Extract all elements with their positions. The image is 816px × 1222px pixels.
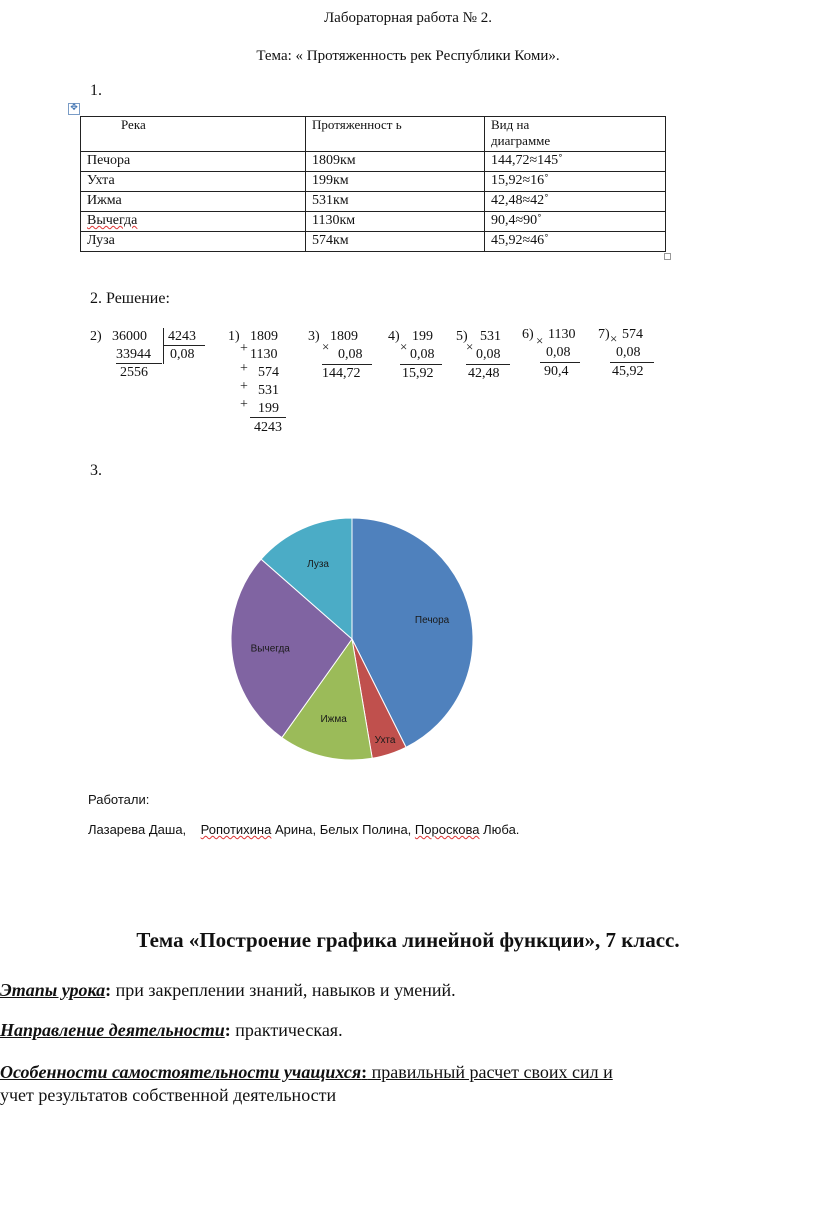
lesson-features-cont: учет результатов собственной деятельности (0, 1085, 337, 1105)
workers-heading: Работали: (88, 792, 150, 807)
calc-mult-5: 5) 531 × 0,08 42,48 (456, 328, 516, 384)
section-1-number: 1. (90, 82, 102, 99)
calc-mult-7: 7) 574 × 0,08 45,92 (598, 326, 662, 382)
river-degrees: 42,48≈42˚ (485, 192, 666, 212)
river-degrees: 45,92≈46˚ (485, 232, 666, 252)
section-3-number: 3. (90, 462, 102, 479)
calc-mult-4: 4) 199 × 0,08 15,92 (388, 328, 448, 384)
river-name: Вычегда (81, 212, 306, 232)
workers-names: Лазарева Даша, Ропотихина Арина, Белых Полина, Пороскова Люба. (88, 822, 520, 837)
pie-label-1: Ухта (374, 735, 396, 747)
river-degrees: 15,92≈16˚ (485, 172, 666, 192)
table-row (81, 172, 666, 192)
table-row (81, 192, 666, 212)
lesson-title: Тема «Построение графика линейной функции», 7 класс. (136, 928, 680, 952)
table-header-row (81, 117, 666, 152)
table-resize-handle[interactable] (664, 253, 671, 260)
calc-mult-3: 3) 1809 × 0,08 144,72 (308, 328, 378, 384)
calc-division: 2) 36000 33944 2556 4243 0,08 (90, 328, 210, 388)
river-name: Ухта (81, 172, 306, 192)
river-length: 199км (306, 172, 485, 192)
rivers-pie-chart (220, 505, 490, 775)
river-degrees: 90,4≈90˚ (485, 212, 666, 232)
pie-label-0: Печора (414, 615, 450, 627)
rivers-table (80, 116, 666, 252)
table-row (81, 152, 666, 172)
river-name: Ижма (81, 192, 306, 212)
river-degrees: 144,72≈145˚ (485, 152, 666, 172)
lab-topic: Тема: « Протяженность рек Республики Коми». (256, 48, 560, 64)
header-river: Река (81, 117, 306, 152)
river-name: Луза (81, 232, 306, 252)
lesson-stage: Этапы урока: при закреплении знаний, навыков и умений. (0, 980, 456, 1000)
river-length: 1809км (306, 152, 485, 172)
lab-title: Лабораторная работа № 2. (324, 10, 492, 26)
calc-addition: 1) 1809 + 1130 + 574 + 531 + 199 4243 (228, 328, 298, 438)
river-length: 531км (306, 192, 485, 212)
lesson-features: Особенности самостоятельности учащихся: правильный расчет своих сил и (0, 1062, 613, 1082)
pie-label-3: Вычегда (250, 643, 290, 655)
lesson-direction: Направление деятельности: практическая. (0, 1020, 343, 1040)
header-diagram: Вид на диаграмме (485, 117, 666, 152)
table-move-icon[interactable]: ✥ (68, 103, 80, 115)
pie-label-2: Ижма (320, 714, 347, 726)
river-length: 1130км (306, 212, 485, 232)
section-2-heading: 2. Решение: (90, 290, 170, 307)
calc-mult-6: 6) 1130 × 0,08 90,4 (522, 326, 586, 382)
river-length: 574км (306, 232, 485, 252)
river-name: Печора (81, 152, 306, 172)
table-row (81, 232, 666, 252)
header-length: Протяженност ь (306, 117, 485, 152)
table-row (81, 212, 666, 232)
pie-label-4: Луза (307, 559, 329, 571)
